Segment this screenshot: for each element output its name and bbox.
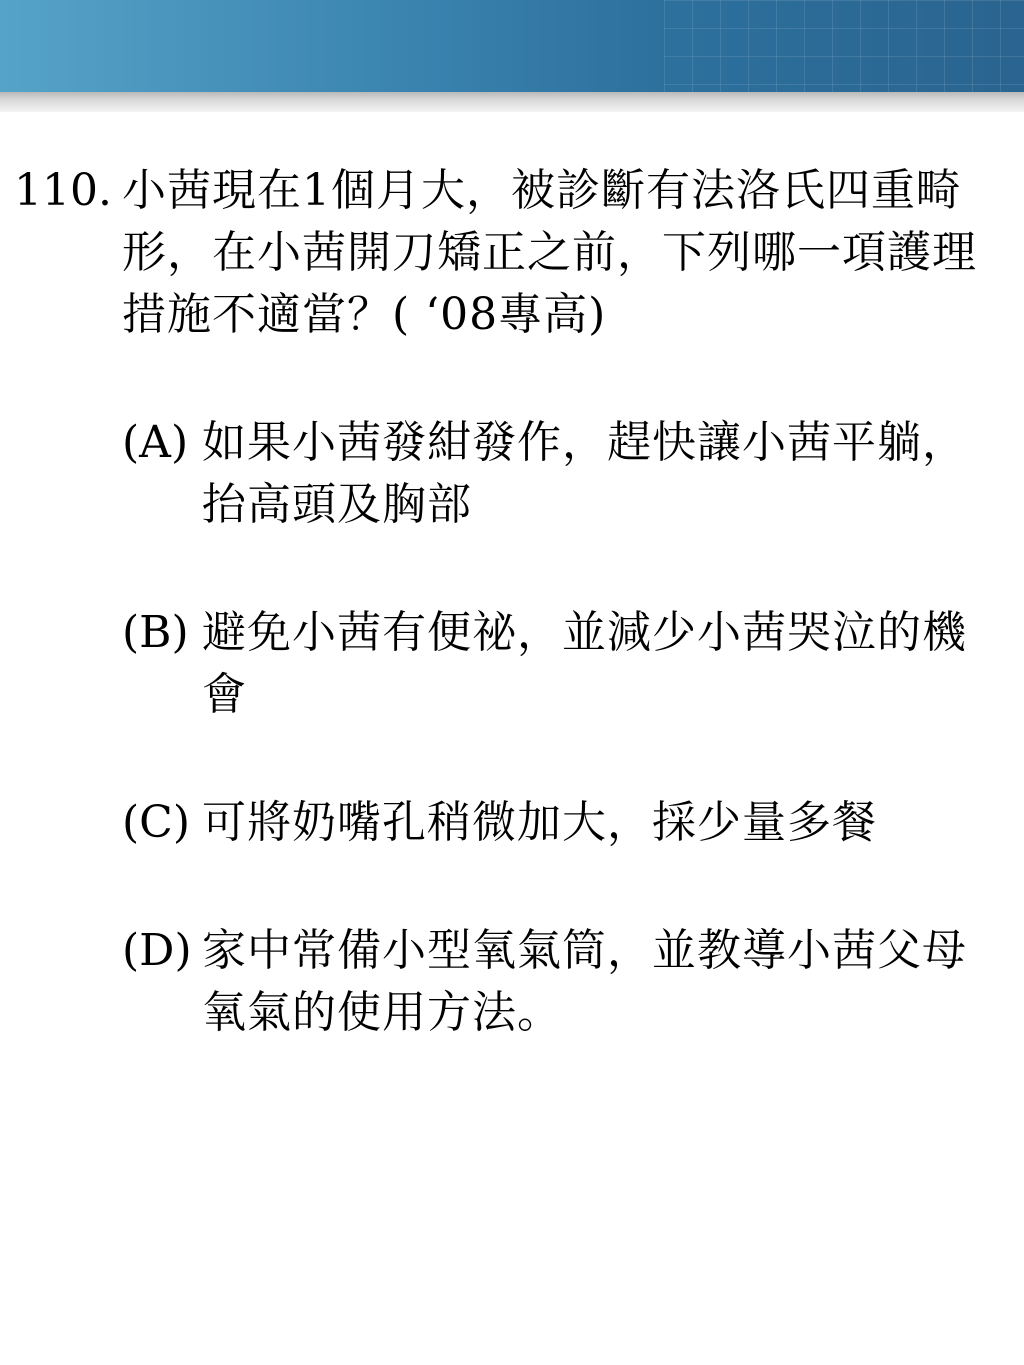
option-letter: (A)	[122, 417, 189, 468]
option-d	[0, 920, 1024, 1044]
option-a	[0, 412, 1024, 536]
options-list	[0, 412, 1024, 1044]
option-letter: (B)	[122, 607, 189, 658]
question-number: 110.	[14, 165, 112, 216]
option-b	[0, 602, 1024, 726]
option-letter: (C)	[122, 797, 190, 848]
option-c	[0, 792, 1024, 854]
header-shadow	[0, 92, 1024, 112]
option-letter: (D)	[122, 925, 192, 976]
question-text: 小茜現在1個月大，被診斷有法洛氏四重畸形，在小茜開刀矯正之前，下列哪一項護理措施不適當？( ‘08專高)	[122, 165, 977, 340]
option-text: 家中常備小型氧氣筒，並教導小茜父母氧氣的使用方法。	[202, 925, 967, 1038]
option-text: 避免小茜有便祕，並減少小茜哭泣的機會	[202, 607, 967, 720]
option-text: 可將奶嘴孔稍微加大，採少量多餐	[202, 797, 877, 848]
header-band	[0, 0, 1024, 92]
option-text: 如果小茜發紺發作，趕快讓小茜平躺，抬高頭及胸部	[202, 417, 967, 530]
header-grid-pattern	[664, 0, 1024, 92]
slide-content	[0, 160, 1024, 1110]
question	[0, 160, 1024, 346]
